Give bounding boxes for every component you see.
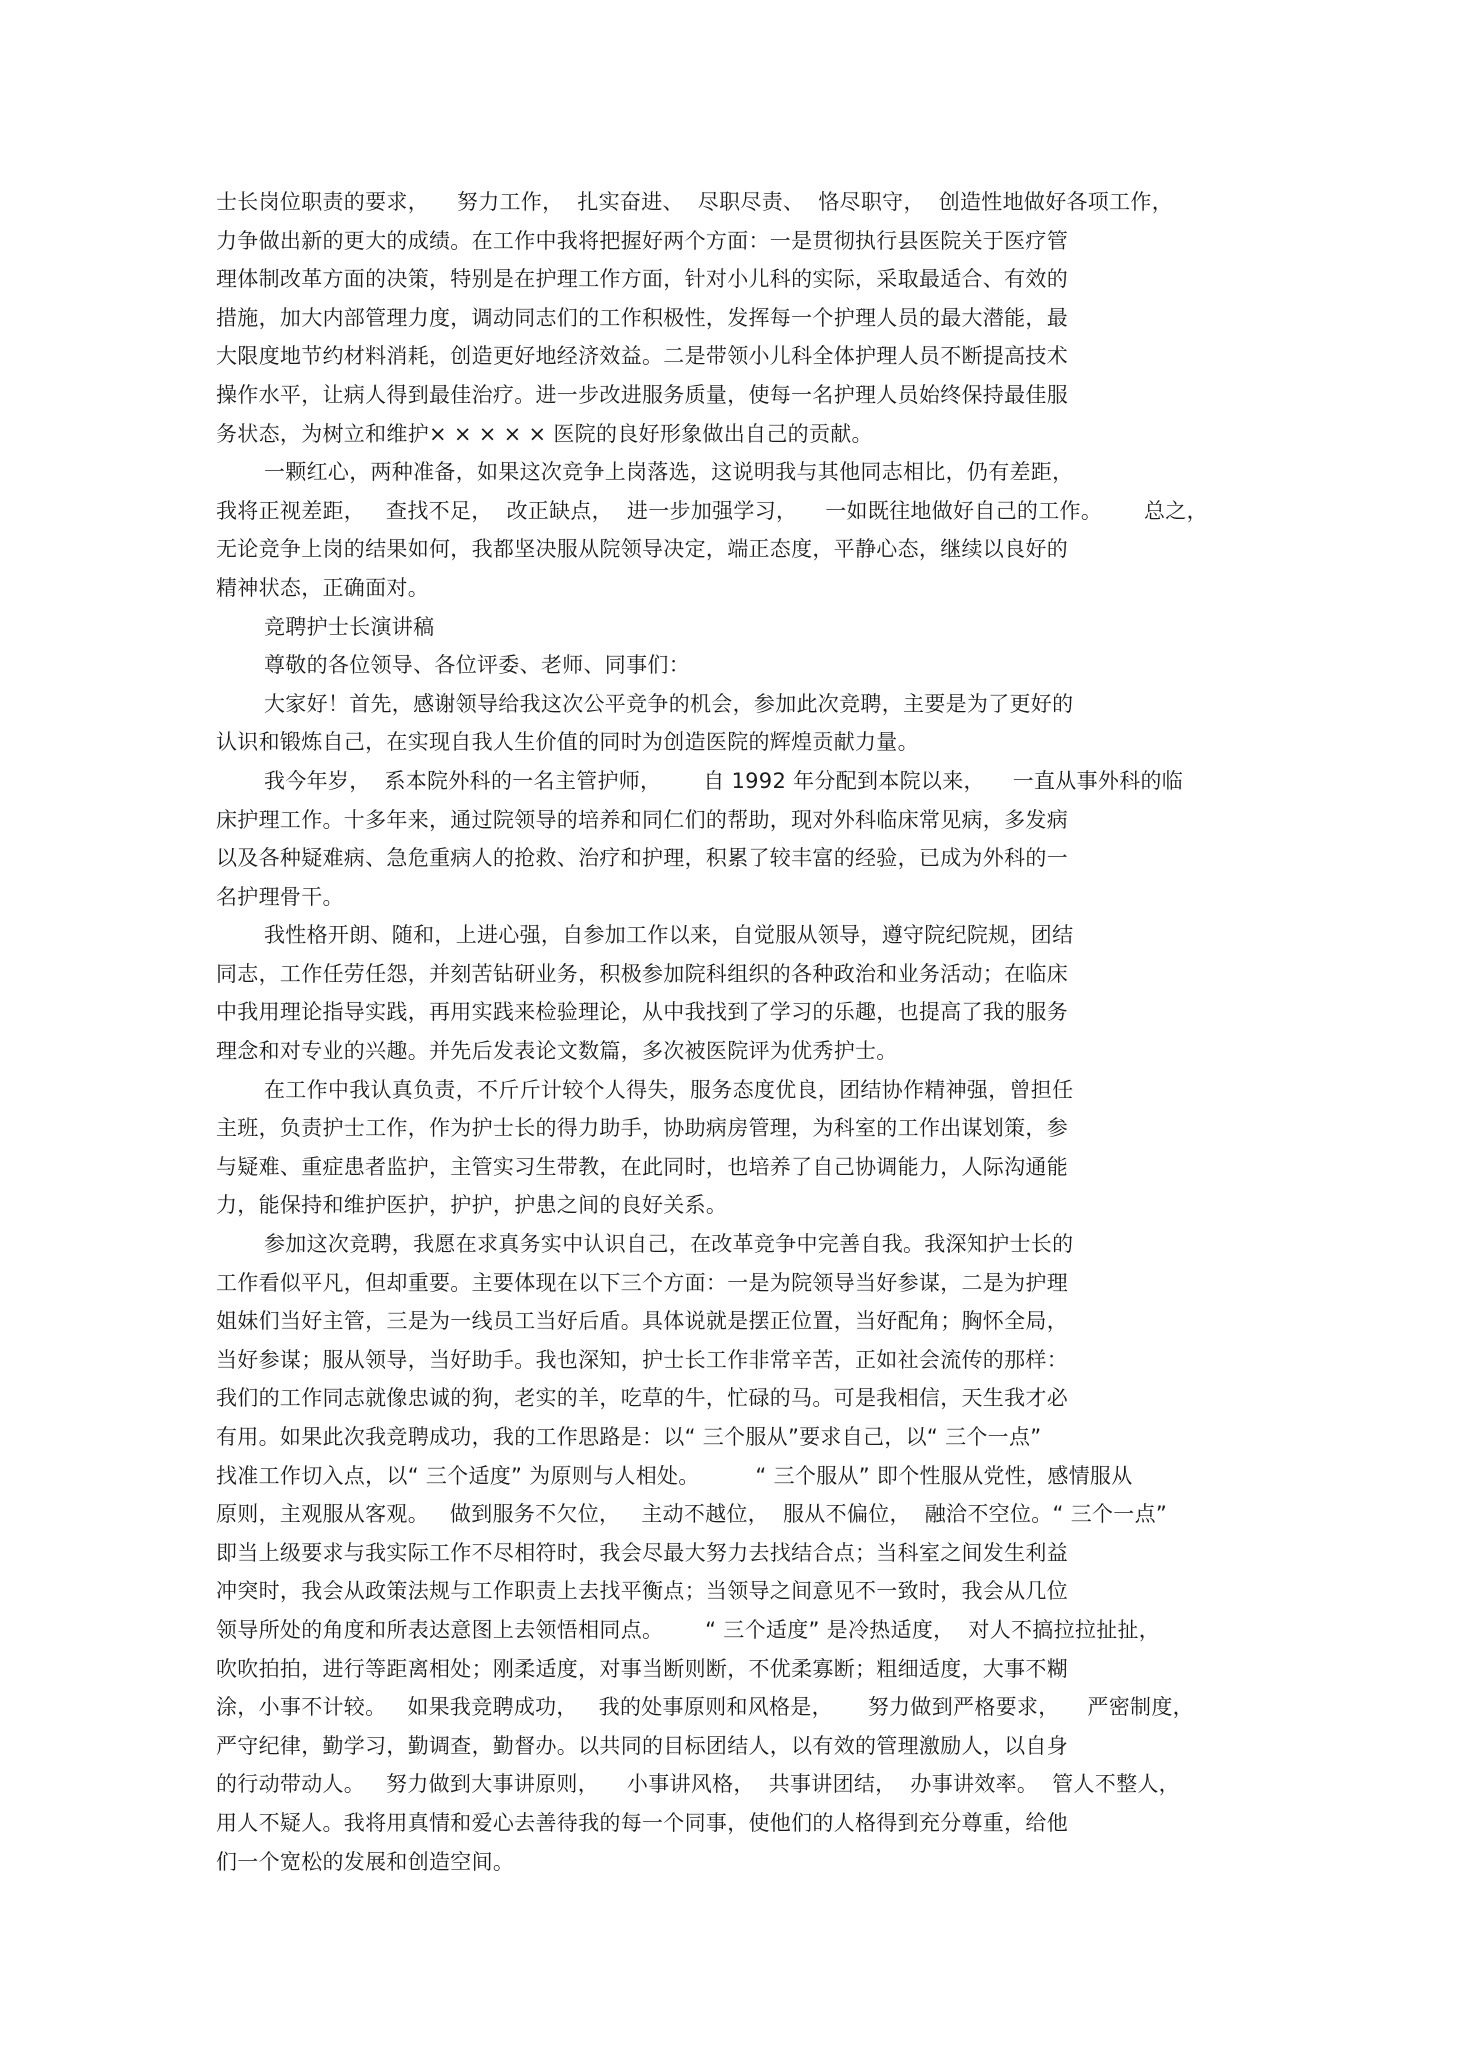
text-line: 力，能保持和维护医护，护护，护患之间的良好关系。 <box>216 1193 728 1218</box>
text-line: 与疑难、重症患者监护，主管实习生带教，在此同时，也培养了自己协调能力，人际沟通能 <box>216 1154 1068 1179</box>
text-line: 大家好！首先，感谢领导给我这次公平竞争的机会，参加此次竞聘，主要是为了更好的 <box>264 691 1074 716</box>
document-body <box>216 183 1256 1881</box>
text-line: 大限度地节约材料消耗，创造更好地经济效益。二是带领小儿科全体护理人员不断提高技术 <box>216 344 1068 369</box>
text-line: 尊敬的各位领导、各位评委、老师、同事们： <box>264 653 690 678</box>
text-line: 措施，加大内部管理力度，调动同志们的工作积极性，发挥每一个护理人员的最大潜能，最 <box>216 305 1068 330</box>
text-line: 名护理骨干。 <box>216 884 344 909</box>
text-line: 竞聘护士长演讲稿 <box>264 614 435 639</box>
text-line: 我将正视差距， 查找不足， 改正缺点， 进一步加强学习， 一如既往地做好自己的工作。 总之， <box>216 498 1208 523</box>
text-line: 士长岗位职责的要求， 努力工作， 扎实奋进、 尽职尽责、 恪尽职守， 创造性地做好各项工作， <box>216 190 1173 214</box>
text-line: 一颗红心，两种准备，如果这次竞争上岗落选，这说明我与其他同志相比，仍有差距， <box>264 460 1074 485</box>
text-line: 冲突时，我会从政策法规与工作职责上去找平衡点；当领导之间意见不一致时，我会从几位 <box>216 1579 1068 1604</box>
text-line: 我们的工作同志就像忠诚的狗，老实的羊，吃草的牛，忙碌的马。可是我相信，天生我才必 <box>216 1386 1068 1411</box>
text-line: 即当上级要求与我实际工作不尽相符时，我会尽最大努力去找结合点；当科室之间发生利益 <box>216 1540 1068 1565</box>
text-line: 原则，主观服从客观。 做到服务不欠位， 主动不越位， 服从不偏位， 融洽不空位。“ 三个一点” <box>216 1502 1168 1527</box>
text-line: 理体制改革方面的决策，特别是在护理工作方面，针对小儿科的实际，采取最适合、有效的 <box>216 267 1068 292</box>
text-line: 主班，负责护士工作，作为护士长的得力助手，协助病房管理，为科室的工作出谋划策，参 <box>216 1116 1068 1141</box>
text-line: 参加这次竞聘，我愿在求真务实中认识自己，在改革竞争中完善自我。我深知护士长的 <box>264 1232 1074 1257</box>
text-line: 涂，小事不计较。 如果我竞聘成功， 我的处事原则和风格是， 努力做到严格要求， 严密制度， <box>216 1695 1194 1720</box>
text-line: 我性格开朗、随和，上进心强，自参加工作以来，自觉服从领导，遵守院纪院规，团结 <box>264 923 1074 948</box>
text-line: 同志，工作任劳任怨，并刻苦钻研业务，积极参加院科组织的各种政治和业务活动；在临床 <box>216 961 1068 986</box>
text-line: 在工作中我认真负责，不斤斤计较个人得失，服务态度优良，团结协作精神强，曾担任 <box>264 1077 1074 1102</box>
text-line: 认识和锻炼自己，在实现自我人生价值的同时为创造医院的辉煌贡献力量。 <box>216 730 919 755</box>
text-line: 力争做出新的更大的成绩。在工作中我将把握好两个方面：一是贯彻执行县医院关于医疗管 <box>216 228 1068 253</box>
text-line: 领导所处的角度和所表达意图上去领悟相同点。 “ 三个适度” 是冷热适度， 对人不搞拉拉扯扯， <box>216 1617 1161 1642</box>
text-line: 务状态，为树立和维护× × × × × 医院的良好形象做出自己的贡献。 <box>216 421 873 446</box>
text-line: 工作看似平凡，但却重要。主要体现在以下三个方面：一是为院领导当好参谋，二是为护理 <box>216 1270 1068 1295</box>
text-line: 姐妹们当好主管，三是为一线员工当好后盾。具体说就是摆正位置，当好配角；胸怀全局， <box>216 1309 1068 1334</box>
text-line: 严守纪律，勤学习，勤调查，勤督办。以共同的目标团结人，以有效的管理激励人，以自身 <box>216 1733 1068 1758</box>
text-line: 当好参谋；服从领导，当好助手。我也深知，护士长工作非常辛苦，正如社会流传的那样： <box>216 1347 1068 1372</box>
text-line: 们一个宽松的发展和创造空间。 <box>216 1849 515 1874</box>
text-line: 中我用理论指导实践，再用实践来检验理论，从中我找到了学习的乐趣，也提高了我的服务 <box>216 1000 1068 1025</box>
text-line: 操作水平，让病人得到最佳治疗。进一步改进服务质量，使每一名护理人员始终保持最佳服 <box>216 382 1068 407</box>
text-line: 找准工作切入点，以“ 三个适度” 为原则与人相处。 “ 三个服从” 即个性服从党性，感情服从 <box>216 1463 1133 1488</box>
text-line: 理念和对专业的兴趣。并先后发表论文数篇，多次被医院评为优秀护士。 <box>216 1039 898 1064</box>
text-line: 无论竞争上岗的结果如何，我都坚决服从院领导决定，端正态度，平静心态，继续以良好的 <box>216 537 1068 562</box>
text-line: 有用。如果此次我竞聘成功，我的工作思路是：以“ 三个服从”要求自己，以“ 三个一点” <box>216 1425 1042 1449</box>
text-line: 床护理工作。十多年来，通过院领导的培养和同仁们的帮助，现对外科临床常见病，多发病 <box>216 807 1068 832</box>
text-line: 的行动带动人。 努力做到大事讲原则， 小事讲风格， 共事讲团结， 办事讲效率。 管人不整人， <box>216 1772 1180 1797</box>
text-line: 用人不疑人。我将用真情和爱心去善待我的每一个同事，使他们的人格得到充分尊重，给他 <box>216 1810 1068 1835</box>
text-line: 我今年岁， 系本院外科的一名主管护师， 自 1992 年分配到本院以来， 一直从事外科的临 <box>264 768 1184 793</box>
text-line: 吹吹拍拍，进行等距离相处；刚柔适度，对事当断则断，不优柔寡断；粗细适度，大事不糊 <box>216 1656 1068 1681</box>
text-line: 精神状态，正确面对。 <box>216 575 429 600</box>
text-line: 以及各种疑难病、急危重病人的抢救、治疗和护理，积累了较丰富的经验，已成为外科的一 <box>216 846 1068 871</box>
